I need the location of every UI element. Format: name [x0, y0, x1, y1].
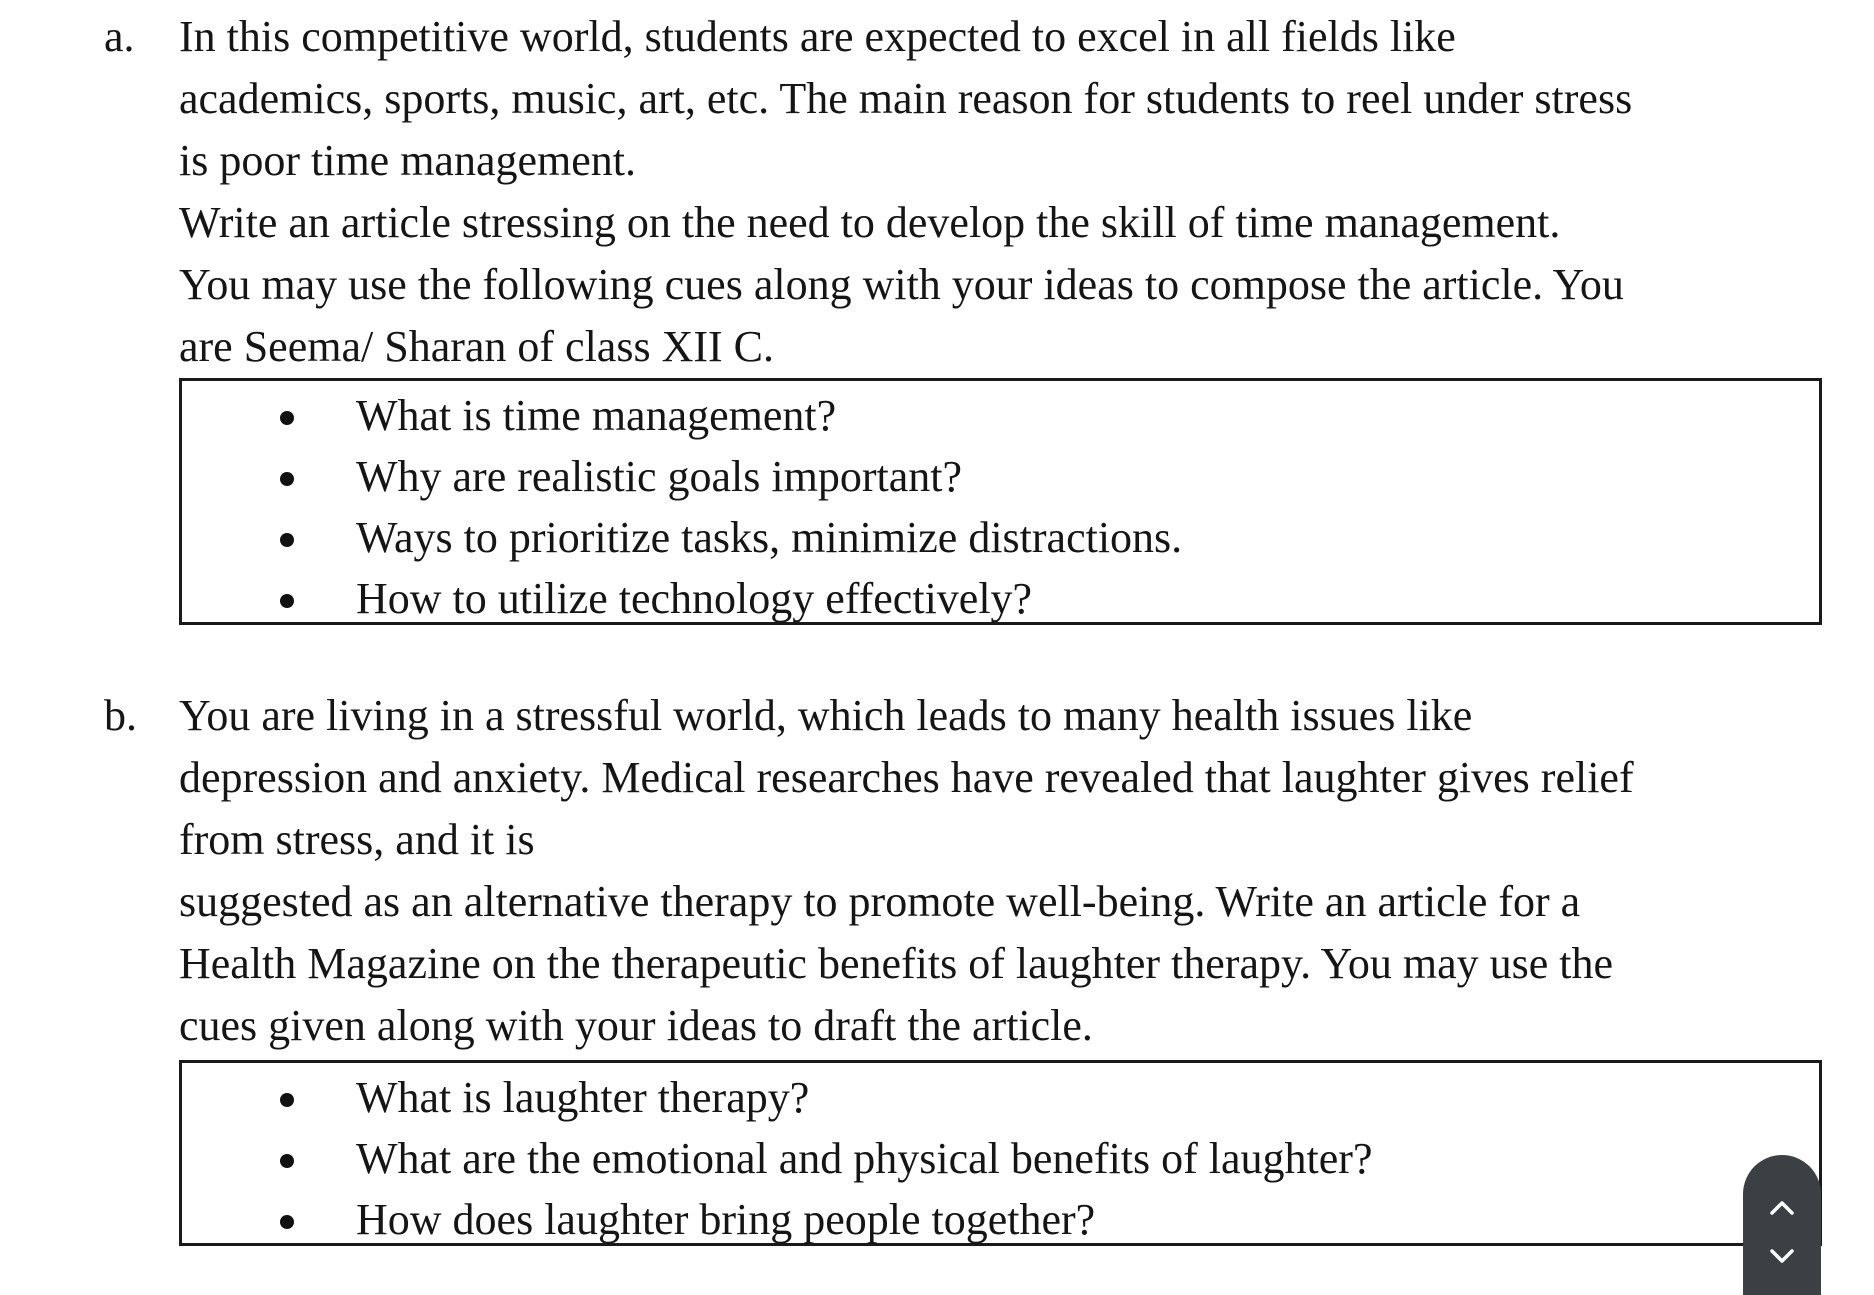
cue-text: How does laughter bring people together? [356, 1195, 1096, 1244]
text-line: depression and anxiety. Medical researches have revealed that laughter gives relief [179, 753, 1634, 802]
text-line: Health Magazine on the therapeutic benefits of laughter therapy. You may use the [179, 939, 1614, 988]
text-line: You may use the following cues along with your ideas to compose the article. You [179, 260, 1624, 309]
list-item [182, 507, 1819, 568]
bullet-icon [280, 472, 294, 486]
question-text [179, 685, 1839, 1057]
cue-text: Ways to prioritize tasks, minimize distractions. [356, 513, 1183, 562]
cue-text: What are the emotional and physical benefits of laughter? [356, 1134, 1373, 1183]
bullet-icon [280, 1215, 294, 1229]
list-item [182, 1128, 1819, 1189]
bullet-icon [280, 411, 294, 425]
cue-text: What is laughter therapy? [356, 1073, 810, 1122]
text-line: suggested as an alternative therapy to promote well-being. Write an article for a [179, 877, 1581, 926]
bullet-icon [280, 1154, 294, 1168]
bullet-icon [280, 594, 294, 608]
list-item [182, 568, 1819, 629]
chevron-up-icon[interactable] [1769, 1195, 1795, 1221]
text-line: academics, sports, music, art, etc. The main reason for students to reel under stress [179, 74, 1633, 123]
question-text [179, 6, 1839, 378]
text-line: In this competitive world, students are expected to excel in all fields like [179, 12, 1456, 61]
list-item [182, 1189, 1819, 1250]
text-line: are Seema/ Sharan of class XII C. [179, 322, 775, 371]
cue-text: What is time management? [356, 391, 837, 440]
cue-list [182, 385, 1819, 629]
list-item [182, 385, 1819, 446]
scroll-control[interactable] [1743, 1155, 1821, 1295]
bullet-icon [280, 533, 294, 547]
cue-text: Why are realistic goals important? [356, 452, 962, 501]
chevron-down-icon[interactable] [1769, 1243, 1795, 1269]
cue-box-a [179, 378, 1822, 625]
cue-list [182, 1067, 1819, 1250]
list-item [182, 1067, 1819, 1128]
list-item [182, 446, 1819, 507]
cue-box-b [179, 1060, 1822, 1246]
text-line: is poor time management. [179, 136, 636, 185]
text-line: cues given along with your ideas to draft the article. [179, 1001, 1093, 1050]
question-letter: b. [104, 691, 137, 740]
text-line: You are living in a stressful world, which leads to many health issues like [179, 691, 1473, 740]
question-letter: a. [104, 12, 135, 61]
cue-text: How to utilize technology effectively? [356, 574, 1033, 623]
text-line: Write an article stressing on the need to develop the skill of time management. [179, 198, 1561, 247]
text-line: from stress, and it is [179, 815, 535, 864]
bullet-icon [280, 1093, 294, 1107]
